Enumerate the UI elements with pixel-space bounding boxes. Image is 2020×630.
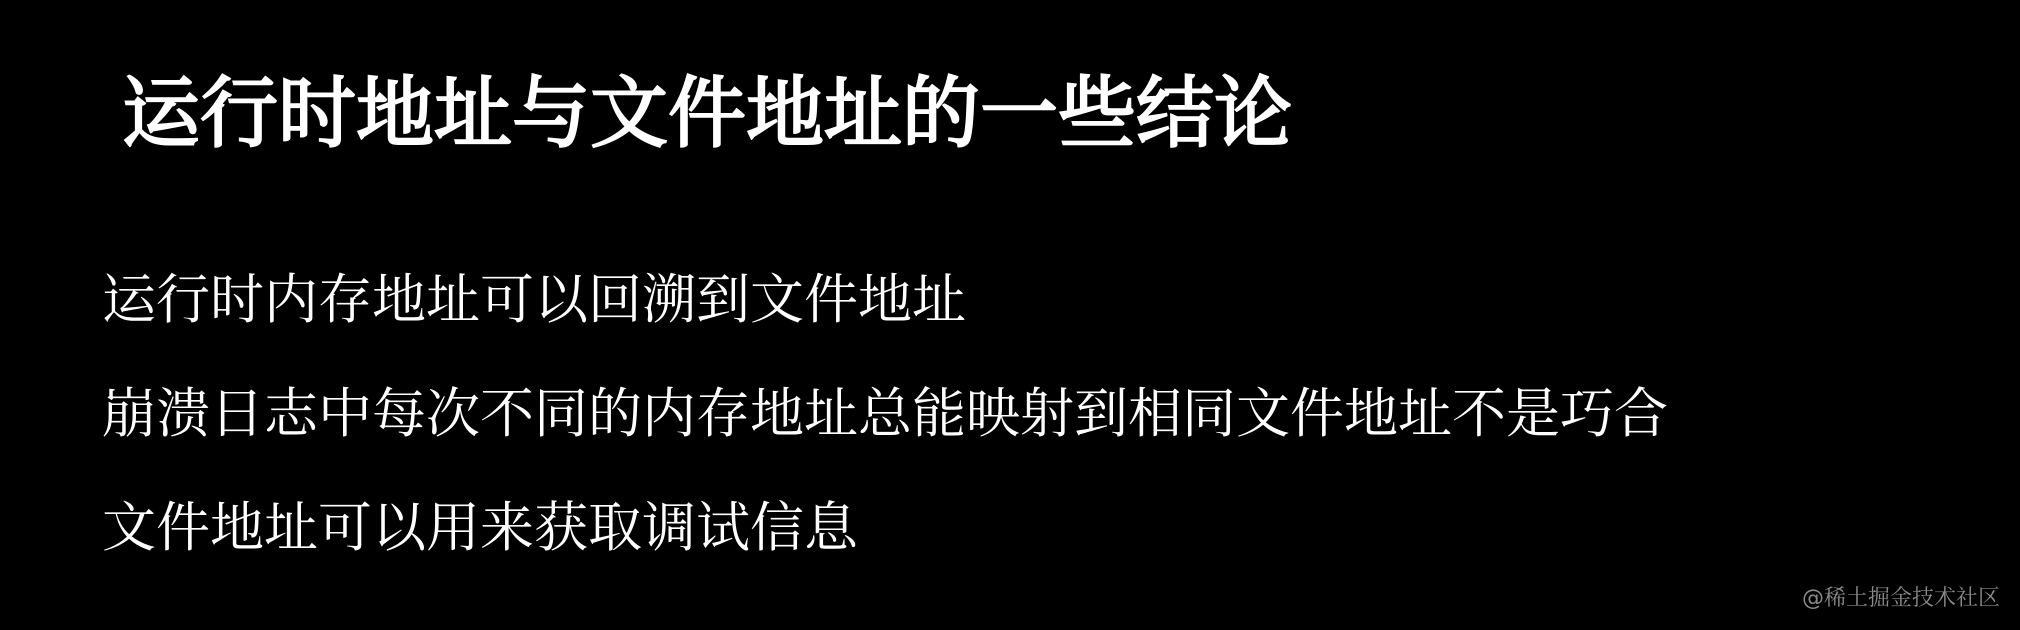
bullet-item: 文件地址可以用来获取调试信息 — [102, 496, 858, 559]
watermark: @稀土掘金技术社区 — [1801, 586, 2000, 611]
slide-title: 运行时地址与文件地址的一些结论 — [122, 69, 1293, 159]
bullet-item: 运行时内存地址可以回溯到文件地址 — [102, 268, 966, 331]
bullet-list — [102, 270, 1668, 612]
bullet-item: 崩溃日志中每次不同的内存地址总能映射到相同文件地址不是巧合 — [102, 382, 1668, 445]
